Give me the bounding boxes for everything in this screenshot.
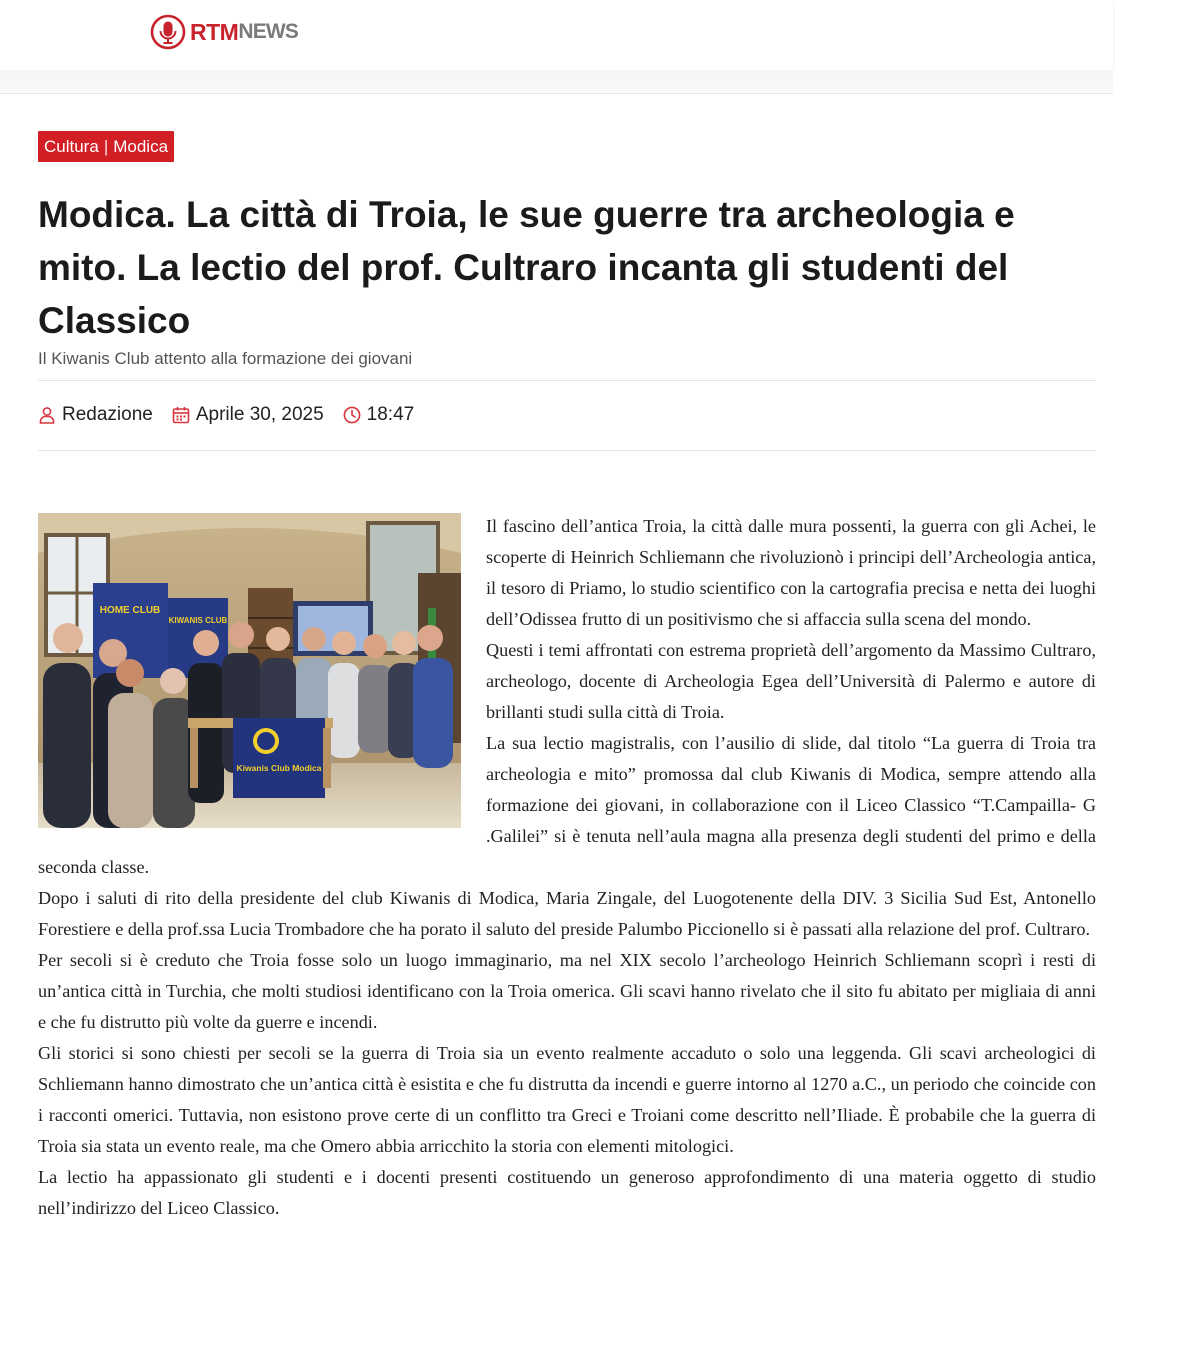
category-separator: | — [103, 136, 109, 156]
site-header — [0, 0, 1113, 70]
category-badge — [38, 131, 174, 162]
clock-icon — [343, 406, 361, 424]
article-paragraph: Questi i temi affrontati con estrema proprietà dell’argomento da Massimo Cultraro, archeologo, docente di Archeologia Egea dell’Università di Palermo e autore di brillanti studi sulla città di Troia. — [486, 640, 1096, 722]
date-text: Aprile 30, 2025 — [195, 404, 324, 425]
time-text: 18:47 — [366, 404, 415, 425]
category-link-modica[interactable]: Modica — [113, 136, 169, 156]
calendar-icon — [172, 406, 190, 424]
user-icon — [38, 406, 56, 424]
article-paragraph: Dopo i saluti di rito della presidente del club Kiwanis di Modica, Maria Zingale, del Luogotenente della DIV. 3 Sicilia Sud Est, Antonello Forestiere e della prof.ssa Lucia Trombadore che ha porato il saluto del preside Palumbo Piccionello si è passati alla relazione del prof. Cultraro. — [38, 888, 1096, 939]
article-title: Modica. La città di Troia, le sue guerre tra archeologia e mito. La lectio del prof. Cultraro incanta gli studenti del Classico — [38, 194, 1015, 341]
photo-banner-left-text: HOME CLUB — [99, 605, 161, 616]
article-paragraph: Gli storici si sono chiesti per secoli se la guerra di Troia sia un evento realmente accaduto o solo una leggenda. Gli scavi archeologici di Schliemann hanno dimostrato che un’antica città è esistita e che fu distrutta da incendi e guerre intorno al 1270 a.C., un periodo che coincide con i racconti omerici. Tuttavia, non esistono prove certe di un conflitto tra Greci e Troiani come descritto nell’Iliade. È probabile che la guerra di Troia sia stata un evento reale, ma che Omero abbia arricchito la storia con elementi mitologici. — [38, 1043, 1096, 1156]
publish-date — [172, 404, 324, 426]
category-link-cultura[interactable]: Cultura — [44, 136, 99, 156]
article-paragraph: La sua lectio magistralis, con l’ausilio di slide, dal titolo “La guerra di Troia tra archeologia e mito” promossa dal club Kiwanis di Modica, sempre attendo alla formazione dei giovani, in collaborazione con il Liceo Classico “T.Campailla- G .Galilei” si è tenuta nell’aula magna alla presenza degli studenti del primo e della seconda classe. — [38, 733, 1096, 877]
author-name: Redazione — [62, 404, 153, 425]
article-meta — [38, 401, 433, 429]
divider — [38, 450, 1096, 451]
article-paragraph: La lectio ha appassionato gli studenti e i docenti presenti costituendo un generoso approfondimento di una materia oggetto di studio nell’indirizzo del Liceo Classico. — [38, 1167, 1096, 1218]
photo-banner-right-text: KIWANIS CLUB — [168, 616, 228, 625]
photo-table-banner-text: Kiwanis Club Modica — [236, 763, 322, 773]
microphone-logo-icon — [150, 14, 186, 50]
site-logo[interactable] — [150, 13, 298, 51]
header-band — [0, 70, 1113, 94]
article-paragraph: Per secoli si è creduto che Troia fosse solo un luogo immaginario, ma nel XIX secolo l’archeologo Heinrich Schliemann scoprì i resti di un’antica città in Turchia, che molti studiosi identificano con la Troia omerica. Gli scavi hanno rivelato che il sito fu abitato per migliaia di anni e che fu distrutto più volte da guerre e incendi. — [38, 950, 1096, 1032]
brand-secondary: NEWS — [238, 20, 299, 43]
divider — [0, 93, 1113, 94]
brand-primary: RTM — [190, 18, 239, 45]
publish-time — [343, 404, 415, 426]
divider — [38, 380, 1096, 381]
author-link[interactable] — [38, 404, 153, 426]
article-body — [38, 511, 1096, 1224]
article-subtitle: Il Kiwanis Club attento alla formazione dei giovani — [38, 349, 413, 368]
article-photo[interactable] — [38, 513, 461, 828]
article-paragraph: Il fascino dell’antica Troia, la città dalle mura possenti, la guerra con gli Achei, le scoperte di Heinrich Schliemann che rivoluzionò i principi dell’Archeologia antica, il tesoro di Priamo, lo studio scientifico con la cartografia precisa e netta dei luoghi dell’Odissea frutto di un positivismo che si affaccia sulla scena del mondo. — [486, 516, 1096, 629]
